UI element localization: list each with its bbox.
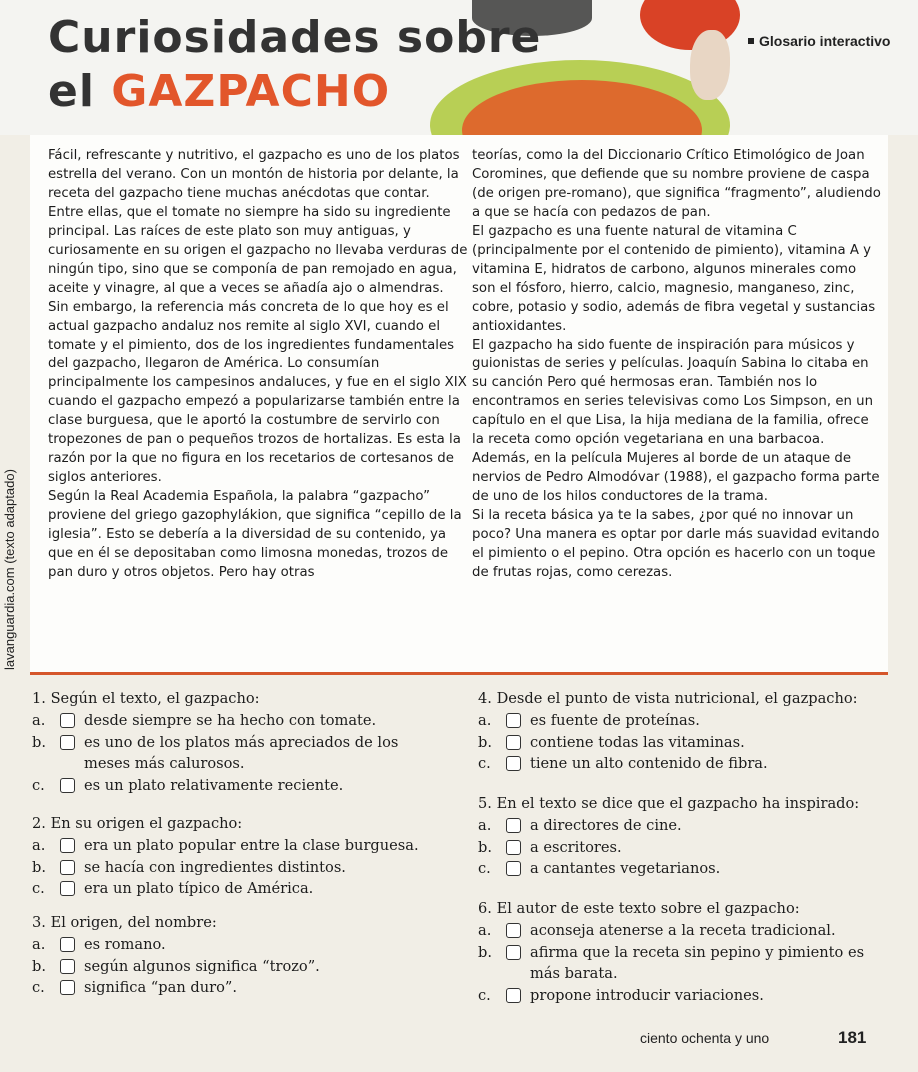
option-row — [478, 732, 888, 754]
article-paragraph: teorías, como la del Diccionario Crítico Etimológico de Joan Coromines, que defiende que su nombre proviene de caspa (de origen pre-romano), que significa “fragmento”, aludiendo a que se hacía con pedazos de pan. — [472, 148, 881, 220]
option-row — [32, 775, 432, 797]
option-text: tiene un alto contenido de fibra. — [530, 755, 768, 772]
source-credit: lavanguardia.com (texto adaptado) — [2, 469, 17, 670]
title-gazpacho: GAZPACHO — [111, 66, 391, 117]
option-text: era un plato popular entre la clase burguesa. — [84, 837, 419, 854]
option-text: es romano. — [84, 936, 166, 953]
garlic-image — [690, 30, 730, 100]
option-row — [478, 710, 888, 732]
option-row — [478, 942, 888, 985]
article-paragraph: El gazpacho ha sido fuente de inspiración para músicos y guionistas de series y películas. Joaquín Sabina lo citaba en su canción Pero qué hermosas eran. También nos lo encontramos en series televisivas como Los Simpson, en un capítulo en el que Lisa, la hija mediana de la familia, ofrece la receta como opción vegetariana en una barbacoa. Además, en la película Mujeres al borde de un ataque de nervios de Pedro Almodóvar (1988), el gazpacho forma parte de uno de los hilos conductores de la trama. — [472, 337, 880, 505]
option-text: a directores de cine. — [530, 817, 682, 834]
option-text: era un plato típico de América. — [84, 880, 314, 897]
answer-checkbox[interactable] — [506, 756, 521, 771]
option-letter: b. — [32, 957, 46, 975]
answer-checkbox[interactable] — [506, 840, 521, 855]
option-row — [478, 858, 888, 880]
title-el: el — [48, 66, 95, 117]
option-letter: a. — [478, 712, 492, 729]
question-title: 6. El autor de este texto sobre el gazpacho: — [478, 900, 800, 917]
question-4 — [478, 688, 888, 775]
article-box — [30, 135, 888, 675]
option-row — [478, 920, 888, 942]
answer-checkbox[interactable] — [506, 735, 521, 750]
article-paragraph: Fácil, refrescante y nutritivo, el gazpacho es uno de los platos estrella del verano. Con un montón de historia por delante, la receta del gazpacho tiene muchas anécdotas que contar. Entre ellas, que el tomate no siempre ha sido su ingrediente principal. Las raíces de este plato son muy antiguas, y curiosamente en su origen el gazpacho no llevaba verduras de ningún tipo, sino que se componía de pan remojado en agua, aceite y vinagre, al que a veces se añadía ajo o almendras. Sin embargo, la referencia más concreta de lo que hoy es el actual gazpacho andaluz nos remite al siglo XVI, cuando el tomate y el pimiento, dos de los ingredientes fundamentales del gazpacho, llegaron de América. Lo consumían principalmente los campesinos andaluces, y fue en el siglo XIX cuando el gazpacho empezó a popularizarse también entre la clase burguesa, que le aportó la costumbre de servirlo con tropezones de pan o pequeños trozos de hortalizas. Es esta la razón por la que no figura en los recetarios de cortesanos de siglos anteriores. — [48, 148, 468, 486]
answer-checkbox[interactable] — [506, 923, 521, 938]
questions-section — [0, 680, 918, 1010]
answer-checkbox[interactable] — [506, 945, 521, 960]
option-row — [32, 710, 432, 732]
answer-checkbox[interactable] — [506, 988, 521, 1003]
question-2 — [32, 813, 432, 900]
answer-checkbox[interactable] — [506, 713, 521, 728]
option-row — [478, 837, 888, 859]
article-paragraph: Según la Real Academia Española, la palabra “gazpacho” proviene del griego gazophylákion, que significa “cepillo de la iglesia”. Esto se debería a la diversidad de su contenido, ya que en él se depositaban como limosna monedas, trozos de pan duro y otros objetos. Pero hay otras — [48, 489, 462, 580]
option-row — [32, 956, 432, 978]
option-letter: b. — [32, 733, 46, 751]
option-text: afirma que la receta sin pepino y pimiento es más barata. — [530, 943, 865, 982]
option-text: significa “pan duro”. — [84, 979, 237, 996]
option-row — [32, 835, 432, 857]
option-letter: a. — [478, 817, 492, 834]
answer-checkbox[interactable] — [60, 959, 75, 974]
question-title: 3. El origen, del nombre: — [32, 914, 217, 931]
article-paragraph: Si la receta básica ya te la sabes, ¿por qué no innovar un poco? Una manera es optar por darle más suavidad evitando el pimiento o el pepino. Otra opción es hacerlo con un toque de frutas rojas, como cerezas. — [472, 508, 880, 580]
option-letter: a. — [32, 936, 46, 953]
answer-checkbox[interactable] — [60, 881, 75, 896]
option-row — [478, 985, 888, 1007]
option-text: es fuente de proteínas. — [530, 712, 700, 729]
option-text: propone introducir variaciones. — [530, 986, 764, 1004]
option-letter: b. — [478, 838, 492, 856]
answer-checkbox[interactable] — [60, 980, 75, 995]
answer-checkbox[interactable] — [60, 778, 75, 793]
option-text: es uno de los platos más apreciados de los meses más calurosos. — [84, 733, 399, 772]
option-row — [32, 934, 432, 956]
title-line-2 — [48, 66, 390, 117]
option-text: a escritores. — [530, 838, 622, 856]
answer-checkbox[interactable] — [60, 838, 75, 853]
option-letter: a. — [32, 837, 46, 854]
header-banner — [0, 0, 918, 135]
option-row — [32, 878, 432, 900]
option-text: se hacía con ingredientes distintos. — [84, 858, 346, 876]
option-letter: a. — [478, 922, 492, 939]
option-row — [32, 857, 432, 879]
option-letter: c. — [32, 776, 45, 794]
option-letter: b. — [478, 943, 492, 961]
answer-checkbox[interactable] — [506, 861, 521, 876]
question-title: 5. En el texto se dice que el gazpacho ha inspirado: — [478, 795, 860, 812]
answer-checkbox[interactable] — [506, 818, 521, 833]
answer-checkbox[interactable] — [60, 713, 75, 728]
title-line-1: Curiosidades sobre — [48, 12, 542, 63]
option-letter: c. — [478, 860, 491, 877]
question-6 — [478, 898, 888, 1006]
option-letter: b. — [478, 733, 492, 751]
option-text: según algunos significa “trozo”. — [84, 957, 320, 975]
option-text: desde siempre se ha hecho con tomate. — [84, 712, 377, 729]
option-text: es un plato relativamente reciente. — [84, 776, 344, 794]
option-letter: c. — [32, 880, 45, 897]
option-letter: a. — [32, 712, 46, 729]
option-row — [478, 753, 888, 775]
glossary-label: Glosario interactivo — [759, 33, 891, 49]
option-text: aconseja atenerse a la receta tradicional. — [530, 922, 836, 939]
question-title: 4. Desde el punto de vista nutricional, el gazpacho: — [478, 690, 858, 707]
question-5 — [478, 793, 888, 880]
option-text: contiene todas las vitaminas. — [530, 733, 745, 751]
article-column-right — [472, 147, 882, 583]
answer-checkbox[interactable] — [60, 937, 75, 952]
option-letter: c. — [478, 986, 491, 1004]
glossary-link[interactable] — [748, 33, 890, 49]
question-3 — [32, 912, 432, 999]
option-letter: b. — [32, 858, 46, 876]
question-1 — [32, 688, 432, 796]
page-number: 181 — [838, 1028, 867, 1047]
option-letter: c. — [478, 755, 491, 772]
question-title: 1. Según el texto, el gazpacho: — [32, 690, 260, 707]
article-paragraph: El gazpacho es una fuente natural de vitamina C (principalmente por el contenido de pimiento), vitamina A y vitamina E, hidratos de carbono, algunos minerales como son el fósforo, hierro, calcio, magnesio, manganeso, zinc, cobre, potasio y sodio, además de fibra vegetal y sustancias antioxidantes. — [472, 223, 876, 334]
page-number-words: ciento ochenta y uno — [640, 1030, 770, 1046]
option-text: a cantantes vegetarianos. — [530, 860, 721, 877]
option-row — [478, 815, 888, 837]
answer-checkbox[interactable] — [60, 735, 75, 750]
answer-checkbox[interactable] — [60, 860, 75, 875]
article-column-left — [48, 147, 468, 583]
bullet-icon — [748, 38, 754, 44]
option-letter: c. — [32, 979, 45, 996]
option-row — [32, 977, 432, 999]
option-row — [32, 732, 432, 775]
question-title: 2. En su origen el gazpacho: — [32, 815, 243, 832]
